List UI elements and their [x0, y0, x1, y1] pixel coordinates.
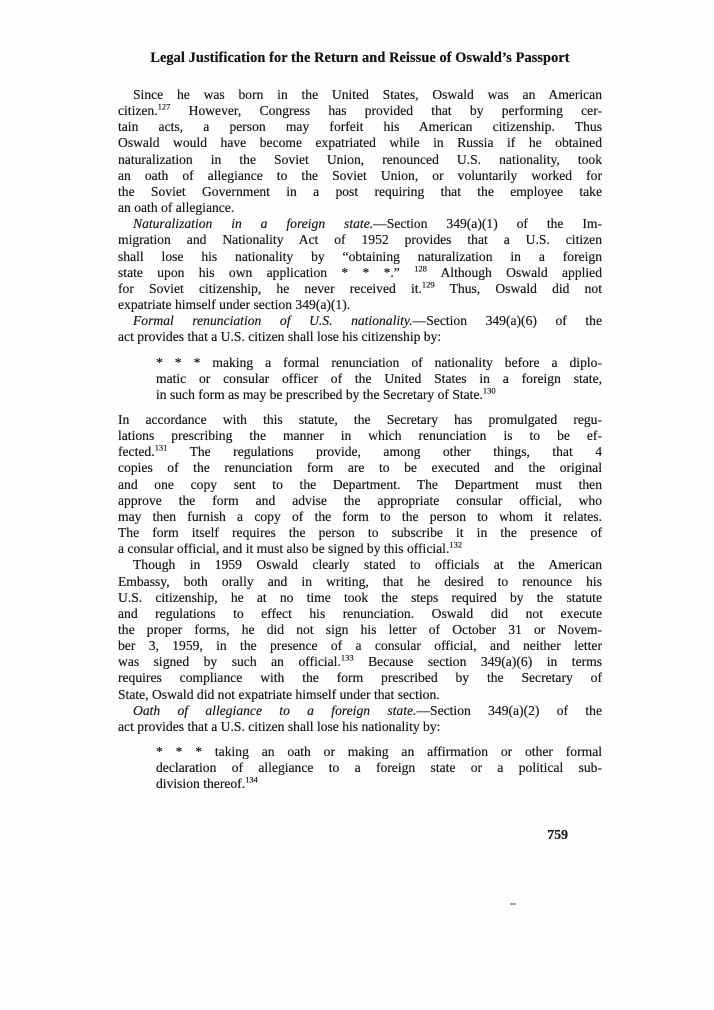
text-line: In accordance with this statute, the Secretary has promulgated regu-	[118, 411, 602, 427]
text-line: approve the form and advise the appropriate consular official, who	[118, 492, 602, 508]
text-line: Since he was born in the United States, Oswald was an American	[133, 87, 602, 102]
text-line: copies of the renunciation form are to be executed and the original	[118, 460, 602, 476]
text-line: shall lose his nationality by “obtaining naturalization in a foreign	[118, 248, 602, 264]
paragraph	[118, 557, 602, 702]
block-quote	[156, 744, 602, 792]
text-line: requires compliance with the form prescribed by the Secretary of	[118, 670, 602, 686]
text-line: tain acts, a person may forfeit his American citizenship. Thus	[118, 119, 602, 135]
text-line: the proper forms, he did not sign his letter of October 31 or Novem-	[118, 622, 602, 637]
paragraph	[118, 412, 602, 557]
text-line: in such form as may be prescribed by the Secretary of State.$^{130}$	[156, 385, 496, 402]
paragraph	[118, 313, 602, 345]
block-quote	[156, 355, 602, 403]
text-line: The form itself requires the person to subscribe it in the presence of	[118, 525, 602, 541]
text-line: state upon his own application * * *.” $^{128}$ Although Oswald applied	[118, 263, 603, 280]
text-line: act provides that a U.S. citizen shall lose his citizenship by:	[118, 329, 442, 345]
text-line: matic or consular officer of the United States in a foreign state,	[156, 370, 602, 386]
text-line: an oath of allegiance.	[118, 200, 235, 216]
text-line: Oswald would have become expatriated while in Russia if he obtained	[118, 135, 602, 151]
text-line: expatriate himself under section 349(a)(1).	[118, 297, 351, 313]
text-line: ber 3, 1959, in the presence of a consular official, and neither letter	[118, 638, 602, 654]
paragraph	[118, 87, 602, 216]
text-line: U.S. citizenship, he at no time took the steps required by the statute	[118, 589, 602, 605]
paragraph	[118, 703, 602, 735]
scan-artifact-mark	[510, 903, 516, 905]
text-body	[118, 87, 602, 793]
text-line: was signed by such an official.$^{133}$ Because section 349(a)(6) in terms	[118, 652, 602, 670]
text-line: State, Oswald did not expatriate himself under that section.	[118, 686, 440, 702]
text-line: citizen.$^{127}$ However, Congress has provided that by performing cer-	[118, 101, 602, 119]
text-line: Naturalization in a foreign state.—Section 349(a)(1) of the Im-	[133, 216, 602, 232]
text-line: Oath of allegiance to a foreign state.—Section 349(a)(2) of the	[133, 702, 602, 718]
text-line: may then furnish a copy of the form to the person to whom it relates.	[118, 508, 602, 524]
text-line: division thereof.$^{134}$	[156, 774, 258, 792]
text-line: an oath of allegiance to the Soviet Union, or voluntarily worked for	[118, 167, 602, 183]
text-line: fected.$^{131}$ The regulations provide, among other things, that 4	[118, 442, 602, 460]
text-line: * * * making a formal renunciation of nationality before a diplo-	[156, 354, 602, 370]
page-content	[118, 50, 602, 802]
text-line: * * * taking an oath or making an affirmation or other formal	[156, 744, 602, 760]
text-line: Though in 1959 Oswald clearly stated to officials at the American	[133, 557, 602, 573]
text-line: act provides that a U.S. citizen shall lose his nationality by:	[118, 718, 441, 734]
text-line: lations prescribing the manner in which renunciation is to be ef-	[118, 428, 602, 444]
page-number: 759	[547, 827, 568, 842]
text-line: for Soviet citizenship, he never received it.$^{129}$ Thus, Oswald did not	[118, 279, 602, 296]
text-line: Formal renunciation of U.S. nationality.—Section 349(a)(6) of the	[133, 313, 603, 329]
paragraph	[118, 216, 602, 313]
text-line: and one copy sent to the Department. The Department must then	[118, 476, 602, 492]
text-line: declaration of allegiance to a foreign state or a political sub-	[156, 760, 602, 776]
text-line: Embassy, both orally and in writing, that he desired to renounce his	[118, 573, 602, 589]
text-line: naturalization in the Soviet Union, renounced U.S. nationality, took	[118, 151, 602, 167]
page-title: Legal Justification for the Return and Reissue of Oswald’s Passport	[150, 50, 570, 66]
text-line: migration and Nationality Act of 1952 provides that a U.S. citizen	[118, 232, 602, 248]
text-line: the Soviet Government in a post requiring that the employee take	[118, 183, 602, 199]
text-line: a consular official, and it must also be signed by this official.$^{132}$	[118, 539, 463, 557]
text-line: and regulations to effect his renunciation. Oswald did not execute	[118, 605, 602, 621]
